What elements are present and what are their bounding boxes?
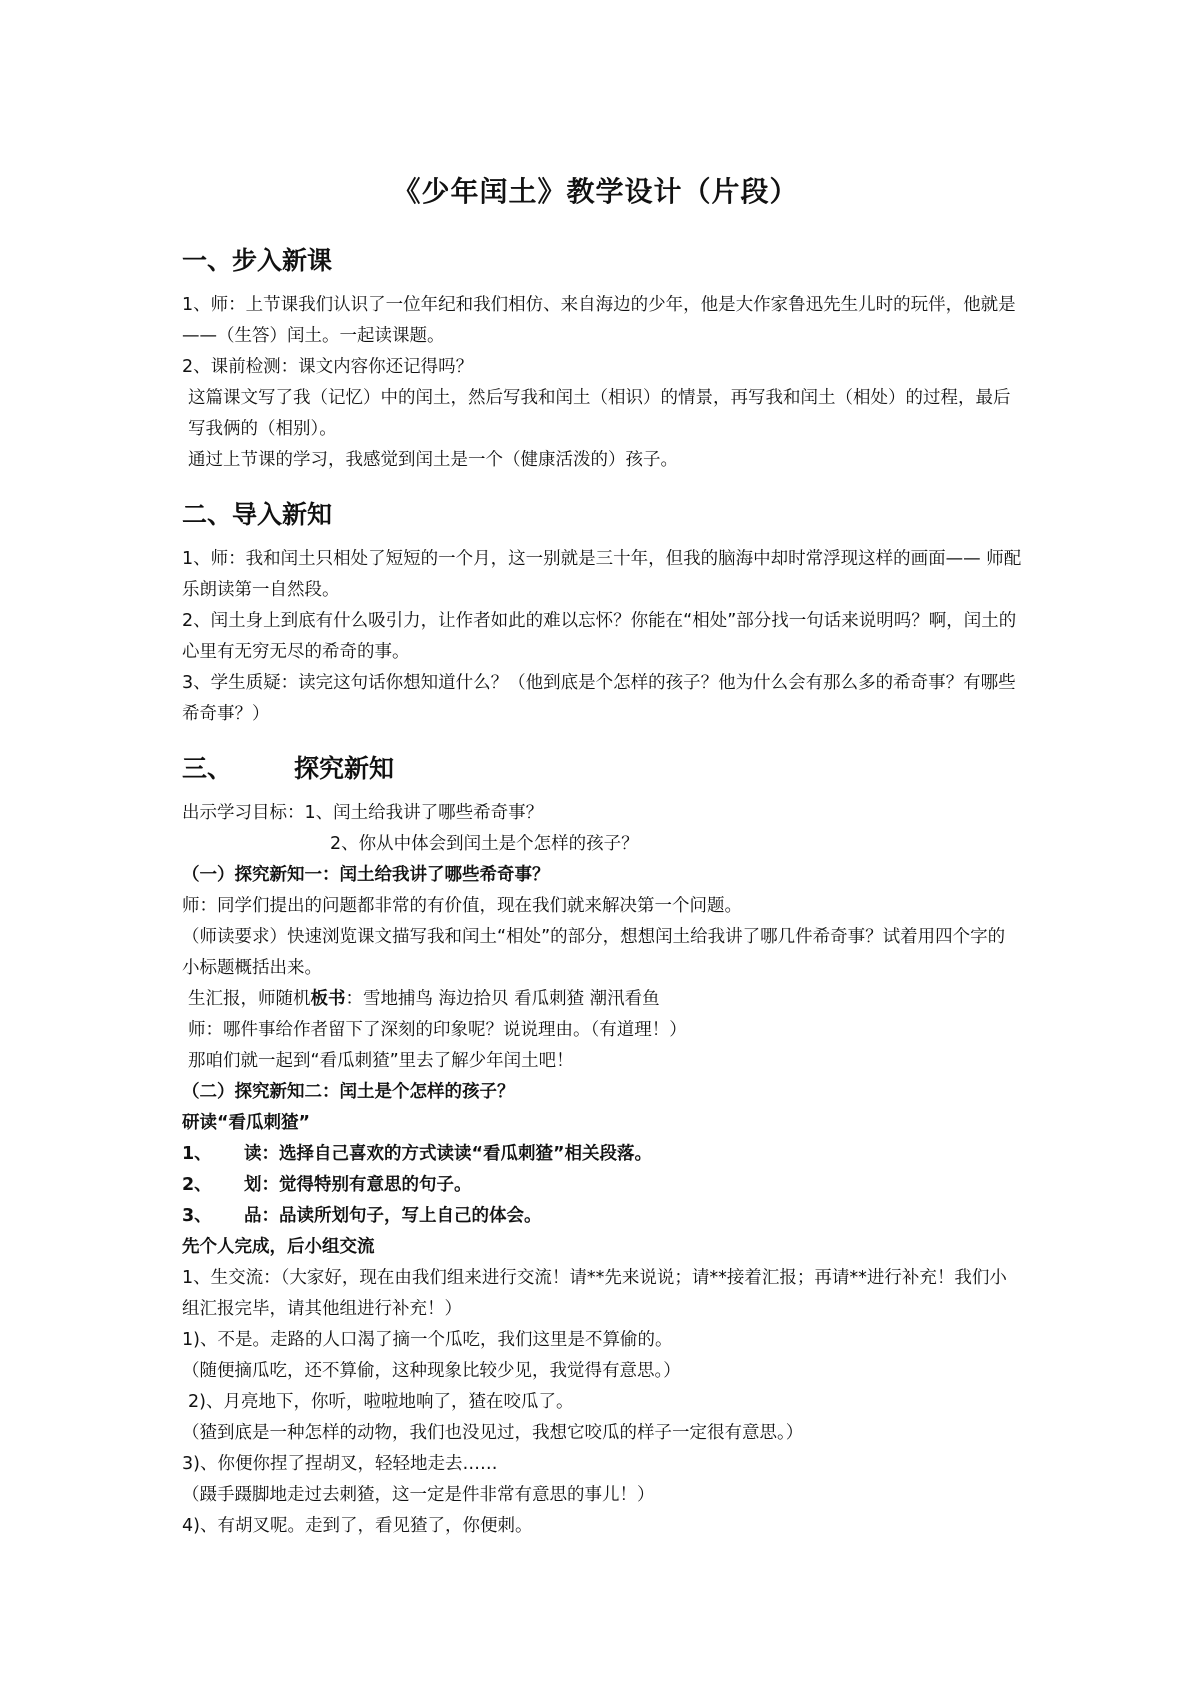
board-writing-label: 板书	[310, 989, 346, 1009]
quote-3-comment: （蹑手蹑脚地走过去刺猹，这一定是件非常有意思的事儿！）	[182, 1485, 655, 1505]
s3-paragraph-2: （师读要求）快速浏览课文描写我和闰土“相处”的部分，想想闰土给我讲了哪几件希奇事？试着用四个字的小标题概括出来。	[182, 927, 1006, 978]
step-text: 读：选择自己喜欢的方式读读“看瓜刺猹”相关段落。	[244, 1144, 653, 1164]
step-item	[182, 1201, 1022, 1232]
step-number: 3、	[182, 1206, 212, 1226]
subheading-individual-group: 先个人完成，后小组交流	[182, 1237, 375, 1257]
quote-3: 3)、你便你捏了捏胡叉，轻轻地走去……	[182, 1454, 498, 1474]
section-heading-3-text: 探究新知	[294, 754, 395, 783]
subheading-explore-1: （一）探究新知一：闰土给我讲了哪些希奇事？	[182, 865, 550, 885]
s3-paragraph-3	[182, 984, 1022, 1015]
section-heading-2: 二、导入新知	[182, 500, 333, 529]
subheading-study: 研读“看瓜刺猹”	[182, 1113, 311, 1133]
s3-paragraph-3-tail: ：雪地捕鸟 海边拾贝 看瓜刺猹 潮汛看鱼	[345, 989, 660, 1009]
section-heading-1: 一、步入新课	[182, 246, 333, 275]
s2-paragraph-2: 2、闰土身上到底有什么吸引力，让作者如此的难以忘怀？你能在“相处”部分找一句话来说明吗？啊，闰土的心里有无穷无尽的希奇的事。	[182, 611, 1017, 662]
learning-goal-1: 出示学习目标：1、闰土给我讲了哪些希奇事？	[182, 803, 544, 823]
step-number: 2、	[182, 1175, 212, 1195]
s2-paragraph-1: 1、师：我和闰土只相处了短短的一个月，这一别就是三十年，但我的脑海中却时常浮现这样的画面—— 师配乐朗读第一自然段。	[182, 549, 1022, 600]
step-number: 1、	[182, 1144, 212, 1164]
subheading-explore-2: （二）探究新知二：闰土是个怎样的孩子？	[182, 1082, 515, 1102]
s3-paragraph-1: 师：同学们提出的问题都非常的有价值，现在我们就来解决第一个问题。	[182, 896, 742, 916]
s3-paragraph-4: 师：哪件事给作者留下了深刻的印象呢？说说理由。（有道理！）	[188, 1020, 687, 1040]
s3-paragraph-6: 1、生交流：（大家好，现在由我们组来进行交流！请**先来说说；请**接着汇报；再请**进行补充！我们小组汇报完毕，请其他组进行补充！）	[182, 1268, 1007, 1319]
s1-paragraph-2: 2、课前检测：课文内容你还记得吗？	[182, 357, 474, 377]
s3-paragraph-5: 那咱们就一起到“看瓜刺猹”里去了解少年闰土吧！	[188, 1051, 574, 1071]
step-item	[182, 1139, 1022, 1170]
section-heading-3-number: 三、	[182, 754, 233, 783]
s1-paragraph-1: 1、师：上节课我们认识了一位年纪和我们相仿、来自海边的少年，他是大作家鲁迅先生儿时的玩伴，他就是——（生答）闰土。一起读课题。	[182, 295, 1016, 346]
quote-4: 4)、有胡叉呢。走到了，看见猹了，你便刺。	[182, 1516, 533, 1536]
document-body	[182, 232, 1022, 1542]
quote-1: 1)、不是。走路的人口渴了摘一个瓜吃，我们这里是不算偷的。	[182, 1330, 673, 1350]
section-heading-3	[182, 740, 1022, 798]
learning-goal-2: 2、你从中体会到闰土是个怎样的孩子？	[330, 834, 639, 854]
step-text: 划：觉得特别有意思的句子。	[244, 1175, 472, 1195]
quote-2: 2)、月亮地下，你听，啦啦地响了，猹在咬瓜了。	[188, 1392, 574, 1412]
quote-1-comment: （随便摘瓜吃，还不算偷，这种现象比较少见，我觉得有意思。）	[182, 1361, 681, 1381]
s2-paragraph-3: 3、学生质疑：读完这句话你想知道什么？（他到底是个怎样的孩子？他为什么会有那么多的希奇事？有哪些希奇事？）	[182, 673, 1016, 724]
s1-paragraph-3: 这篇课文写了我（记忆）中的闰土，然后写我和闰土（相识）的情景，再写我和闰土（相处）的过程，最后写我俩的（相别）。	[188, 388, 1011, 439]
step-item	[182, 1170, 1022, 1201]
s1-paragraph-4: 通过上节课的学习，我感觉到闰土是一个（健康活泼的）孩子。	[188, 450, 678, 470]
document-title: 《少年闰土》教学设计（片段）	[392, 175, 799, 208]
s3-paragraph-3-lead: 生汇报，师随机	[188, 989, 311, 1009]
quote-2-comment: （猹到底是一种怎样的动物，我们也没见过，我想它咬瓜的样子一定很有意思。）	[182, 1423, 804, 1443]
step-text: 品：品读所划句子，写上自己的体会。	[244, 1206, 542, 1226]
